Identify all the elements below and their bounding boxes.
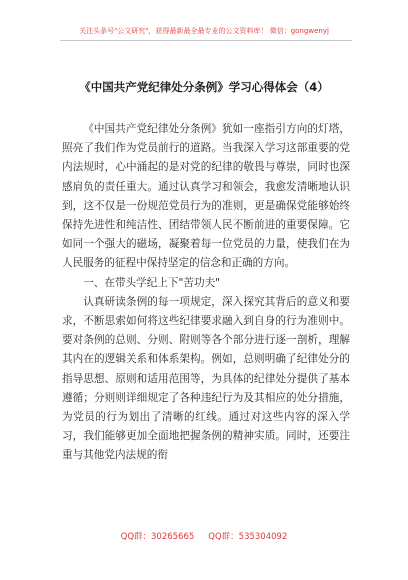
body-paragraph: 《中国共产党纪律处分条例》犹如一座指引方向的灯塔，照亮了我们作为党员前行的道路。当我深入学习这部重要的党内法规时，心中涌起的是对党的纪律的敬畏与尊崇，同时也深感肩负的责任重大。通过认真学习和领会，我愈发清晰地认识到，这不仅是一份规范党员行为的准则，更是确保党能够始终保持先进性和纯洁性、团结带领人民不断前进的重要保障。它如同一个强大的磁场，凝聚着每一位党员的力量，使我们在为人民服务的征程中保持坚定的信念和正确的方向。 [62,123,350,270]
footer-contact [0,530,408,542]
header-divider [60,40,352,41]
document-title: 《中国共产党纪律处分条例》学习心得体会（4） [79,80,329,94]
header-banner: 关注头条号"公文研究"，获得最新最全最专业的公文资料库！ 微信：gongwenyj [79,27,329,35]
body-paragraph: 认真研读条例的每一项规定，深入探究其背后的意义和要求，不断思索如何将这些纪律要求融入到自身的行为准则中。要对条例的总则、分则、附则等各个部分进行逐一剖析，理解其内在的逻辑关系和体系架构。例如，总则明确了纪律处分的指导思想、原则和适用范围等，为具体的纪律处分提供了基本遵循；分则则详细规定了各种违纪行为及其相应的处分措施，为党员的行为划出了清晰的红线。通过对这些内容的深入学习，我们能够更加全面地把握条例的精神实质。同时，还要注重与其他党内法规的衔 [62,295,350,462]
section-heading: 一、在带头学纪上下"苦功夫" [83,276,221,289]
footer-qq-group-2: QQ群：535304092 [208,532,288,542]
footer-qq-group-1: QQ群：30265665 [120,532,195,542]
document-body [62,120,350,466]
